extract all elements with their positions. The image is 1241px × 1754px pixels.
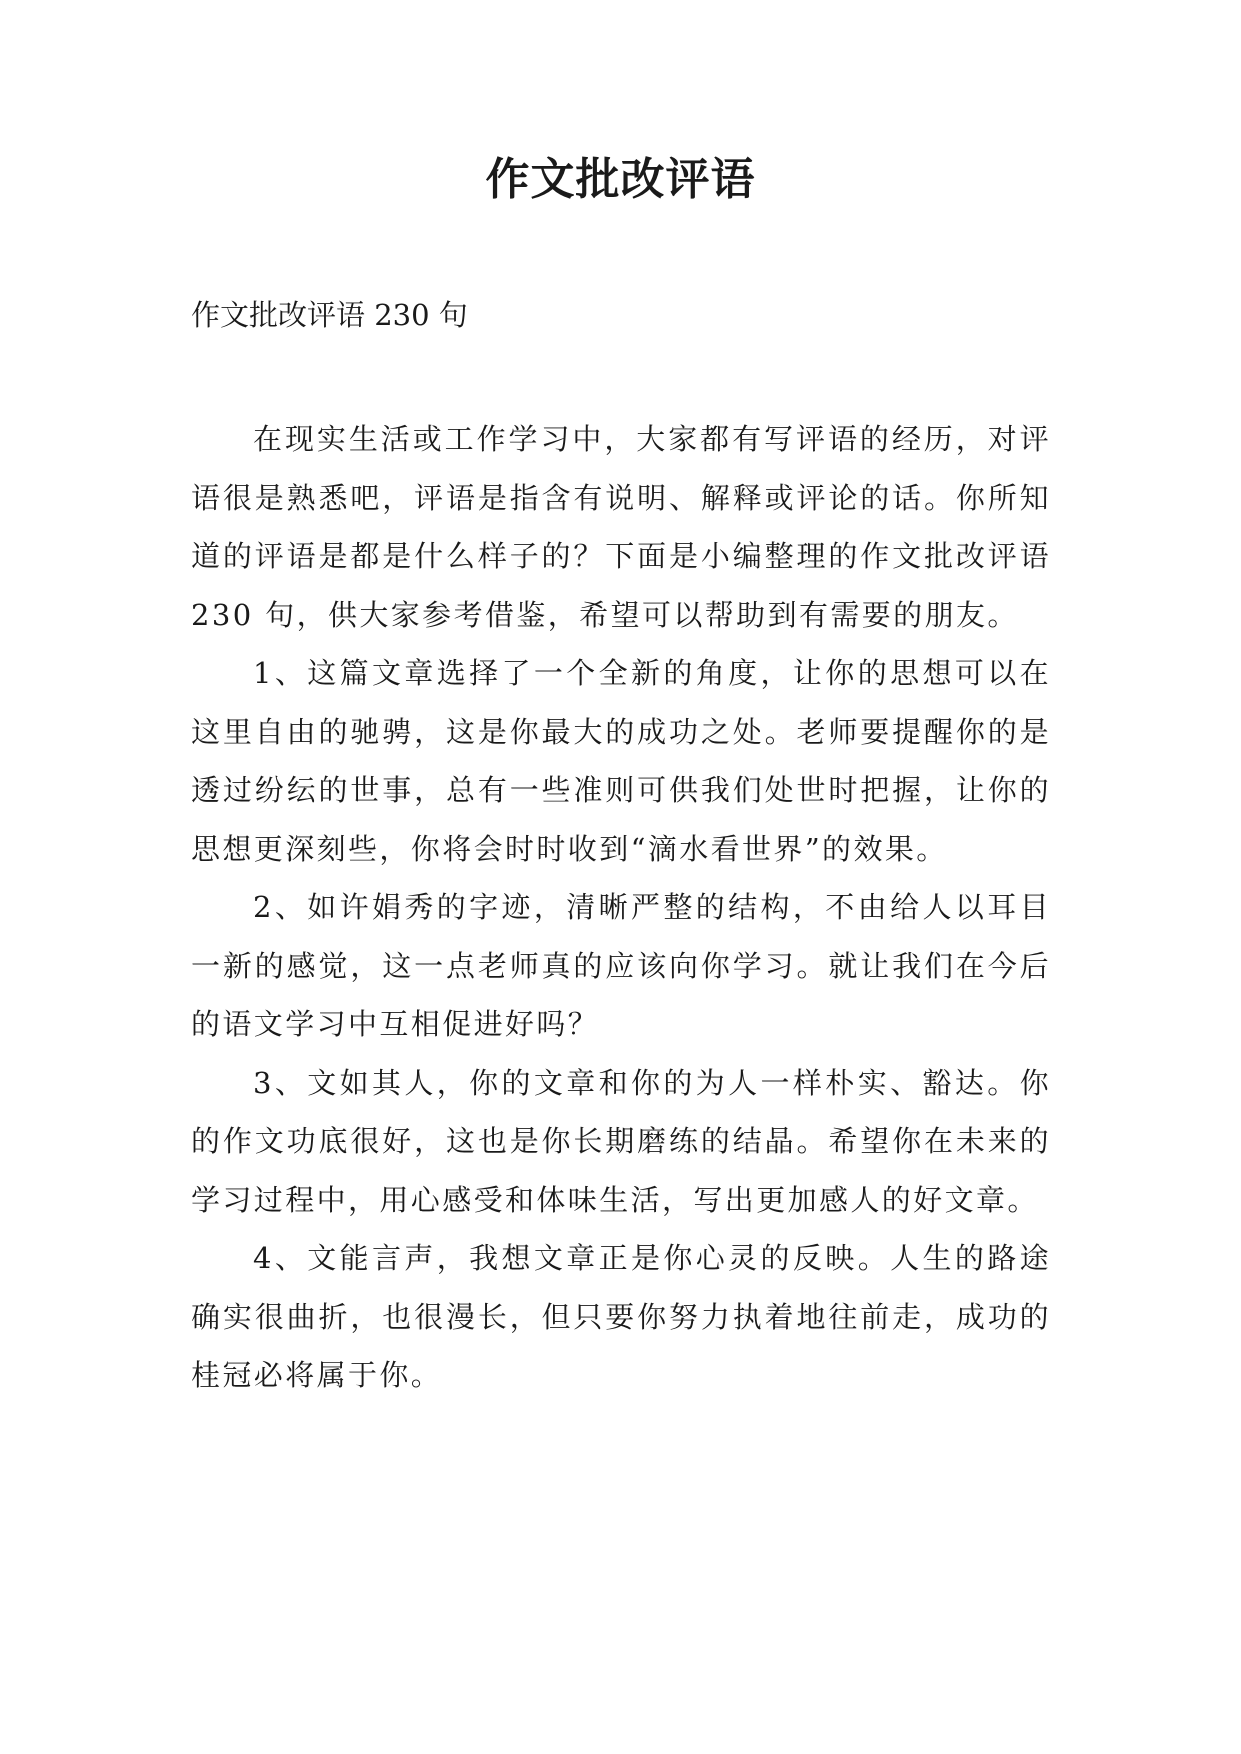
paragraph-comment-4: 4、文能言声，我想文章正是你心灵的反映。人生的路途确实很曲折，也很漫长，但只要你努力执着地往前走，成功的桂冠必将属于你。	[191, 1241, 1051, 1392]
document-body	[191, 410, 1051, 1405]
paragraph-intro: 在现实生活或工作学习中，大家都有写评语的经历，对评语很是熟悉吧，评语是指含有说明、解释或评论的话。你所知道的评语是都是什么样子的？下面是小编整理的作文批改评语 230 句，供大家参考借鉴，希望可以帮助到有需要的朋友。	[191, 422, 1051, 632]
paragraph-comment-1: 1、这篇文章选择了一个全新的角度，让你的思想可以在这里自由的驰骋，这是你最大的成功之处。老师要提醒你的是透过纷纭的世事，总有一些准则可供我们处世时把握，让你的思想更深刻些，你将会时时收到“滴水看世界”的效果。	[191, 656, 1051, 866]
paragraph-comment-3: 3、文如其人，你的文章和你的为人一样朴实、豁达。你的作文功底很好，这也是你长期磨练的结晶。希望你在未来的学习过程中，用心感受和体味生活，写出更加感人的好文章。	[191, 1065, 1051, 1217]
document-title: 作文批改评语	[485, 154, 756, 205]
paragraph-comment-2: 2、如许娟秀的字迹，清晰严整的结构，不由给人以耳目一新的感觉，这一点老师真的应该向你学习。就让我们在今后的语文学习中互相促进好吗？	[191, 890, 1051, 1041]
document-subtitle: 作文批改评语 230 句	[191, 298, 468, 332]
